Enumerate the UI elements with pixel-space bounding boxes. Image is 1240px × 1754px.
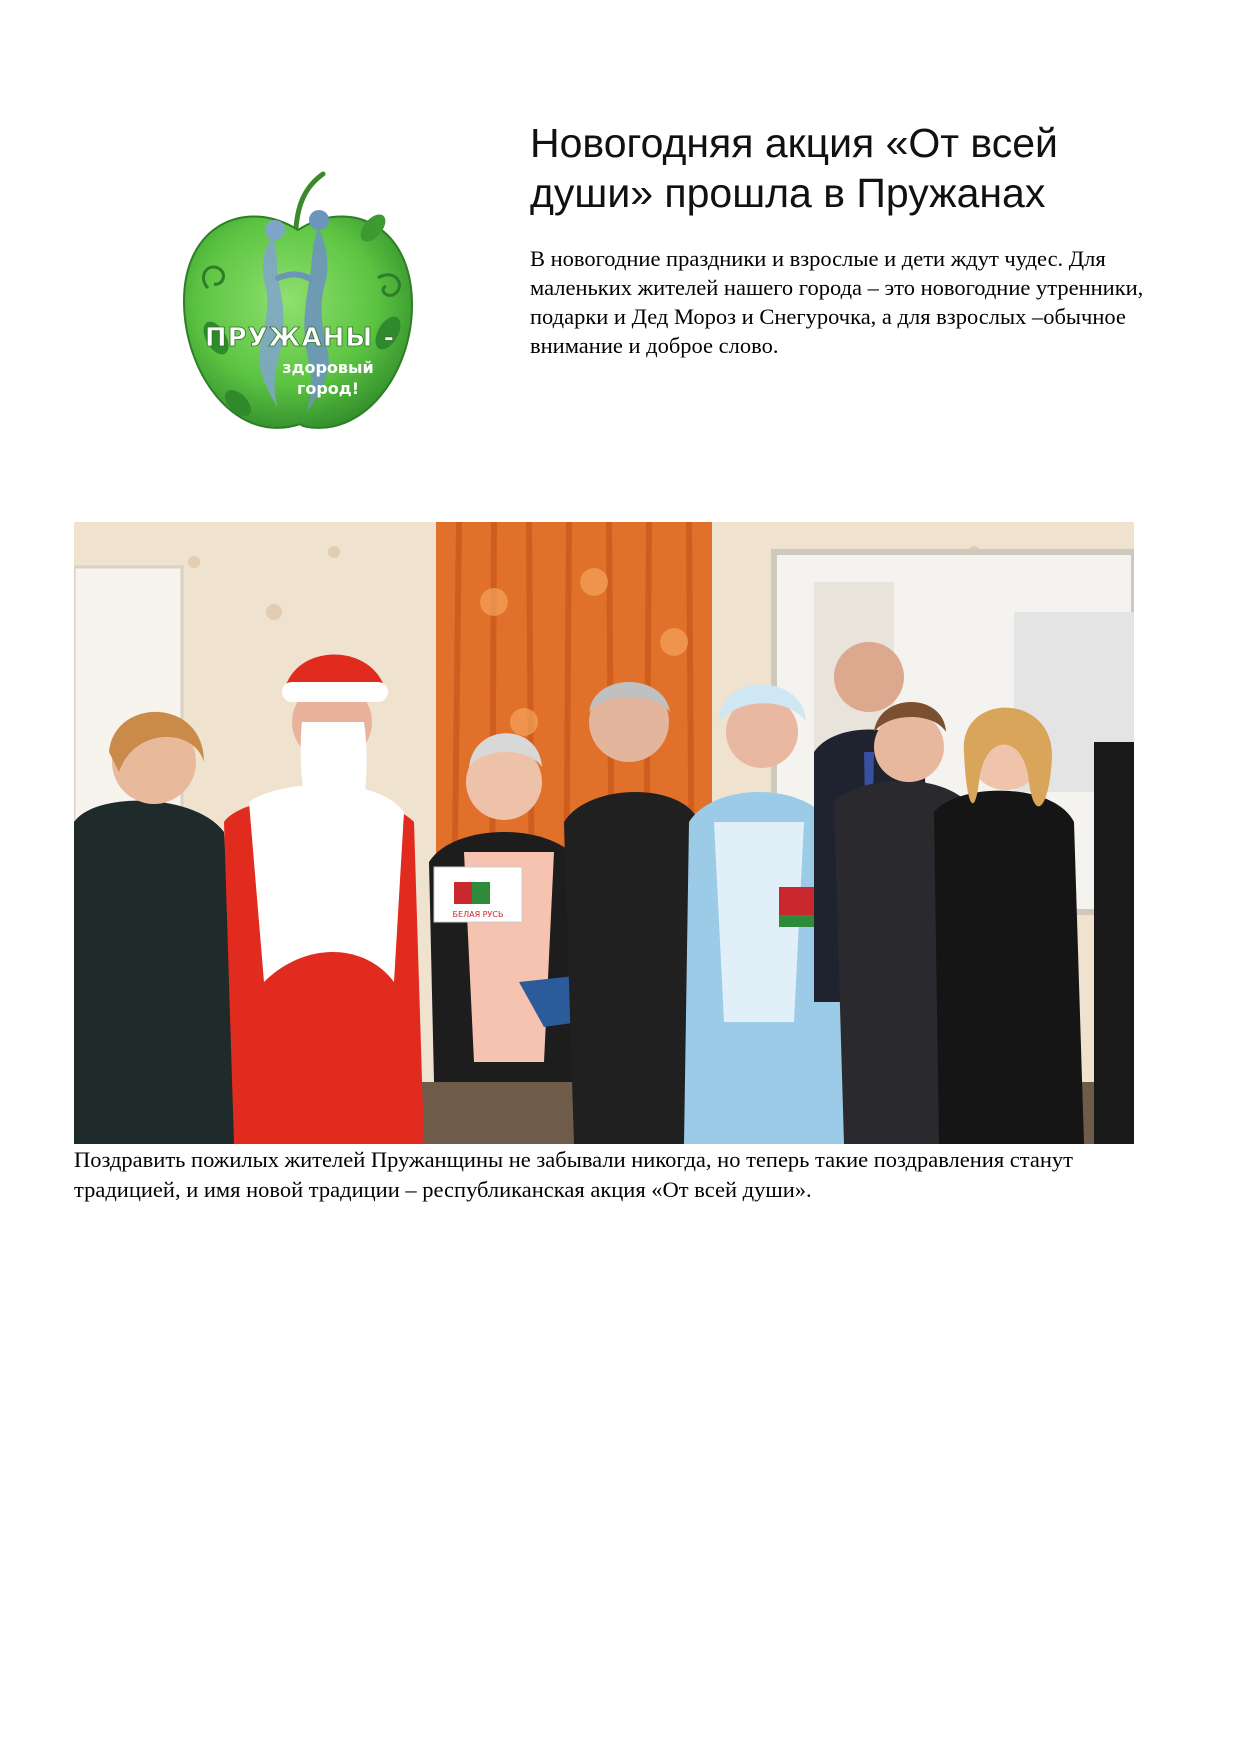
photo-caption: Поздравить пожилых жителей Пружанщины не забывали никогда, но теперь такие поздравления станут традицией, и имя новой традиции – республиканская акция «От всей души».	[74, 1147, 1073, 1202]
logo-slogan-line2: город!	[296, 379, 360, 398]
article-lead-paragraph: В новогодние праздники и взрослые и дети ждут чудес. Для маленьких жителей нашего города – это новогодние утренники, подарки и Дед Мороз и Снегурочка, а для взрослых –обычное внимание и доброе слово.	[530, 246, 1144, 358]
article-title: Новогодняя акция «От всей души» прошла в Пружанах	[530, 120, 1058, 216]
flag-text: БЕЛАЯ РУСЬ	[452, 910, 504, 919]
logo-slogan-line1: здоровый	[282, 358, 374, 377]
logo-pruzhany-healthy-city	[178, 168, 418, 458]
group-photo	[74, 522, 1134, 1144]
logo-name-text: ПРУЖАНЫ -	[204, 323, 396, 353]
